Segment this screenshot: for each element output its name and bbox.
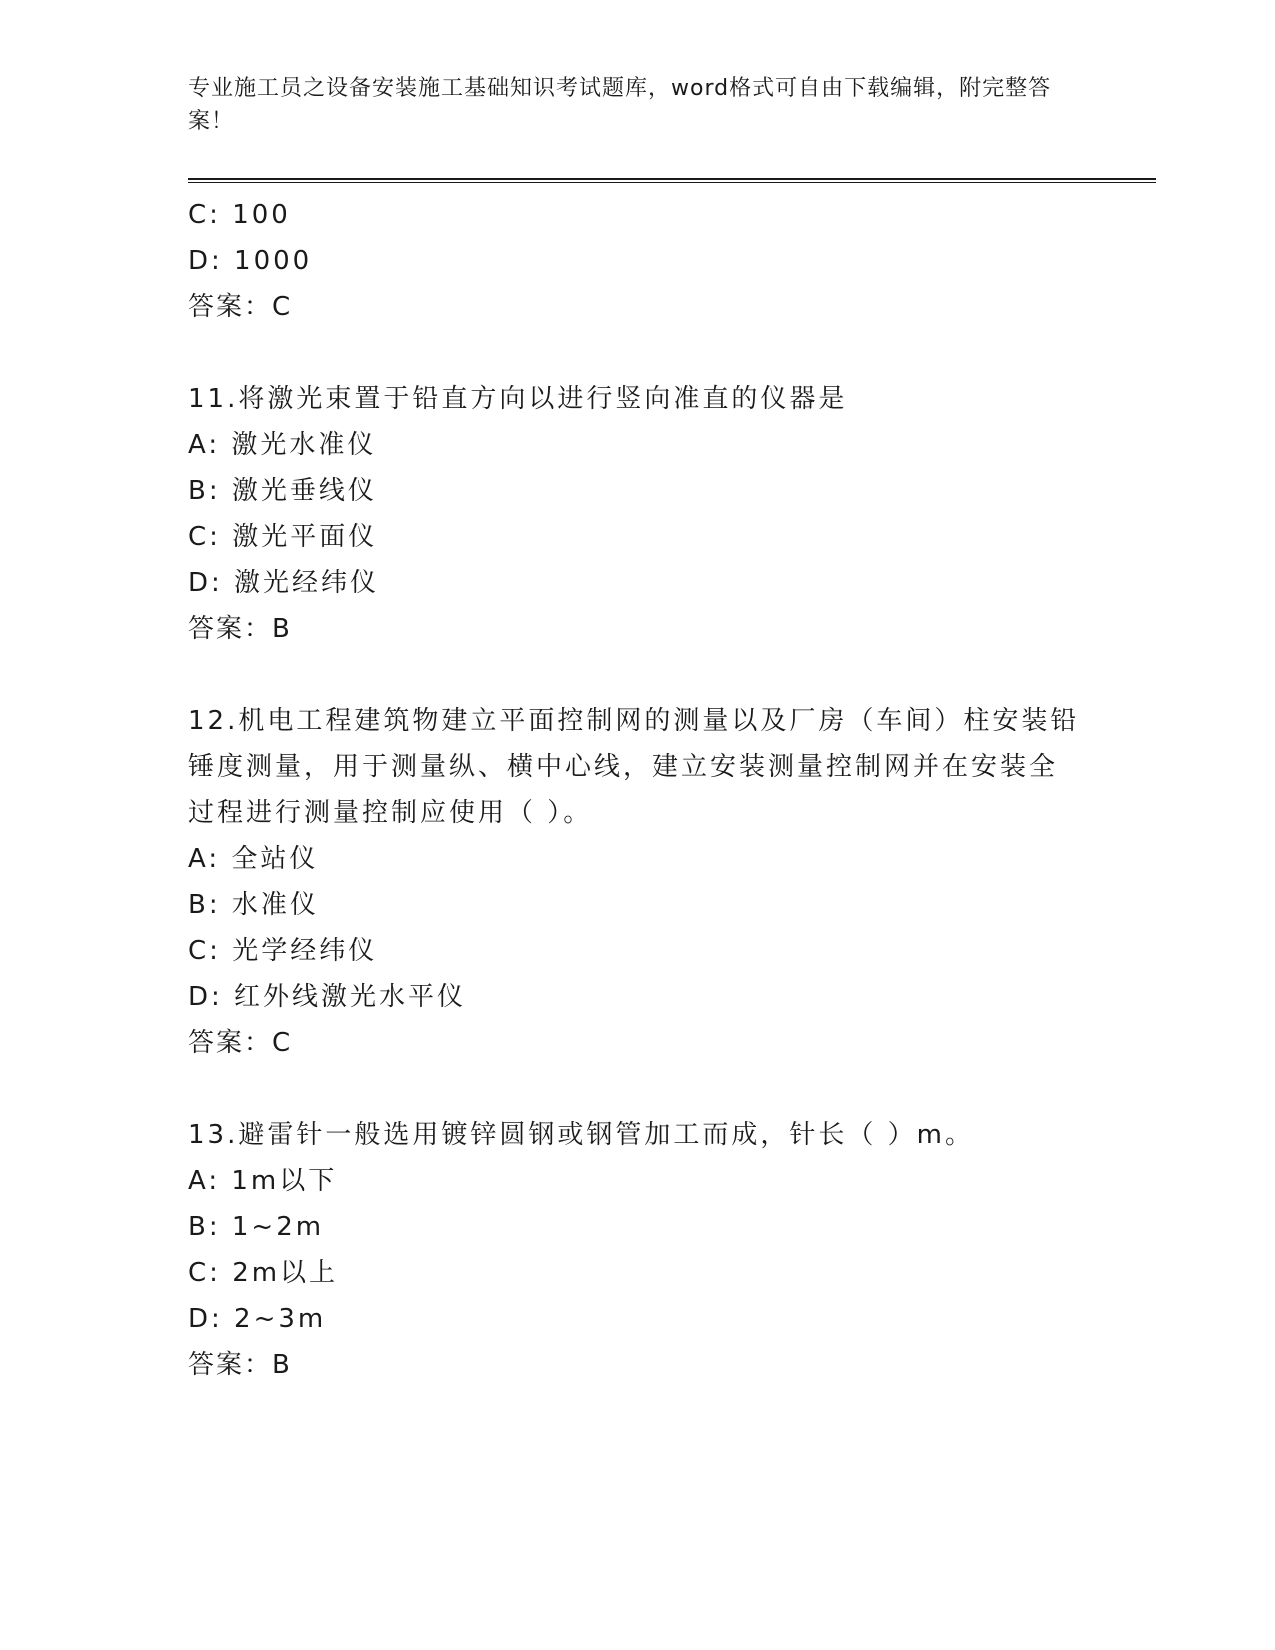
option-d [188,560,1088,606]
option-text: 激光经纬仪 [234,568,380,598]
answer: 答案：B [188,1350,292,1380]
option-text: 1000 [234,246,313,276]
question-stem-line-3: 过程进行测量控制应使用（ ）。 [188,798,593,828]
option-label: B: [188,476,221,506]
question-stem: 13.避雷针一般选用镀锌圆钢或钢管加工而成，针长（ ）m。 [188,1120,974,1150]
option-a [188,1158,1088,1204]
option-text: 2~3m [234,1304,327,1334]
option-label: D: [188,1304,223,1334]
option-b [188,882,1088,928]
document-header: 专业施工员之设备安装施工基础知识考试题库，word格式可自由下载编辑，附完整答案！ [188,76,1052,134]
option-a [188,836,1088,882]
option-d [188,974,1088,1020]
option-text: 100 [232,200,291,230]
option-label: C: [188,522,221,552]
question-stem: 11.将激光束置于铅直方向以进行竖向准直的仪器是 [188,384,848,414]
option-text: 激光水准仪 [231,430,377,460]
answer: 答案：B [188,614,292,644]
question-stem-line-2: 锤度测量，用于测量纵、横中心线，建立安装测量控制网并在安装全 [188,752,1059,782]
option-label: C: [188,936,221,966]
option-text: 激光平面仪 [232,522,378,552]
option-c [188,192,1088,238]
option-d [188,238,1088,284]
question-13 [188,1112,1088,1388]
option-label: A: [188,1166,221,1196]
answer: 答案：C [188,292,293,322]
option-text: 全站仪 [231,844,319,874]
option-label: A: [188,844,221,874]
option-text: 红外线激光水平仪 [234,982,467,1012]
question-12 [188,698,1088,1066]
option-label: D: [188,246,223,276]
option-label: B: [188,890,221,920]
option-text: 2m以上 [232,1258,339,1288]
question-stem-line-1: 12.机电工程建筑物建立平面控制网的测量以及厂房（车间）柱安装铅 [188,706,1080,736]
option-text: 激光垂线仪 [231,476,377,506]
option-c [188,1250,1088,1296]
header-divider-thick [188,178,1156,180]
option-c [188,514,1088,560]
option-label: D: [188,568,223,598]
header-divider-thin [188,182,1156,183]
option-d [188,1296,1088,1342]
answer: 答案：C [188,1028,293,1058]
document-body [188,192,1088,1388]
option-text: 水准仪 [231,890,319,920]
option-b [188,468,1088,514]
option-text: 1m以下 [231,1166,338,1196]
option-label: D: [188,982,223,1012]
option-text: 1~2m [231,1212,325,1242]
option-a [188,422,1088,468]
question-11 [188,376,1088,652]
option-b [188,1204,1088,1250]
option-label: A: [188,430,221,460]
option-text: 光学经纬仪 [232,936,378,966]
option-c [188,928,1088,974]
option-label: B: [188,1212,221,1242]
question-10-continuation [188,192,1088,330]
option-label: C: [188,200,221,230]
option-label: C: [188,1258,221,1288]
